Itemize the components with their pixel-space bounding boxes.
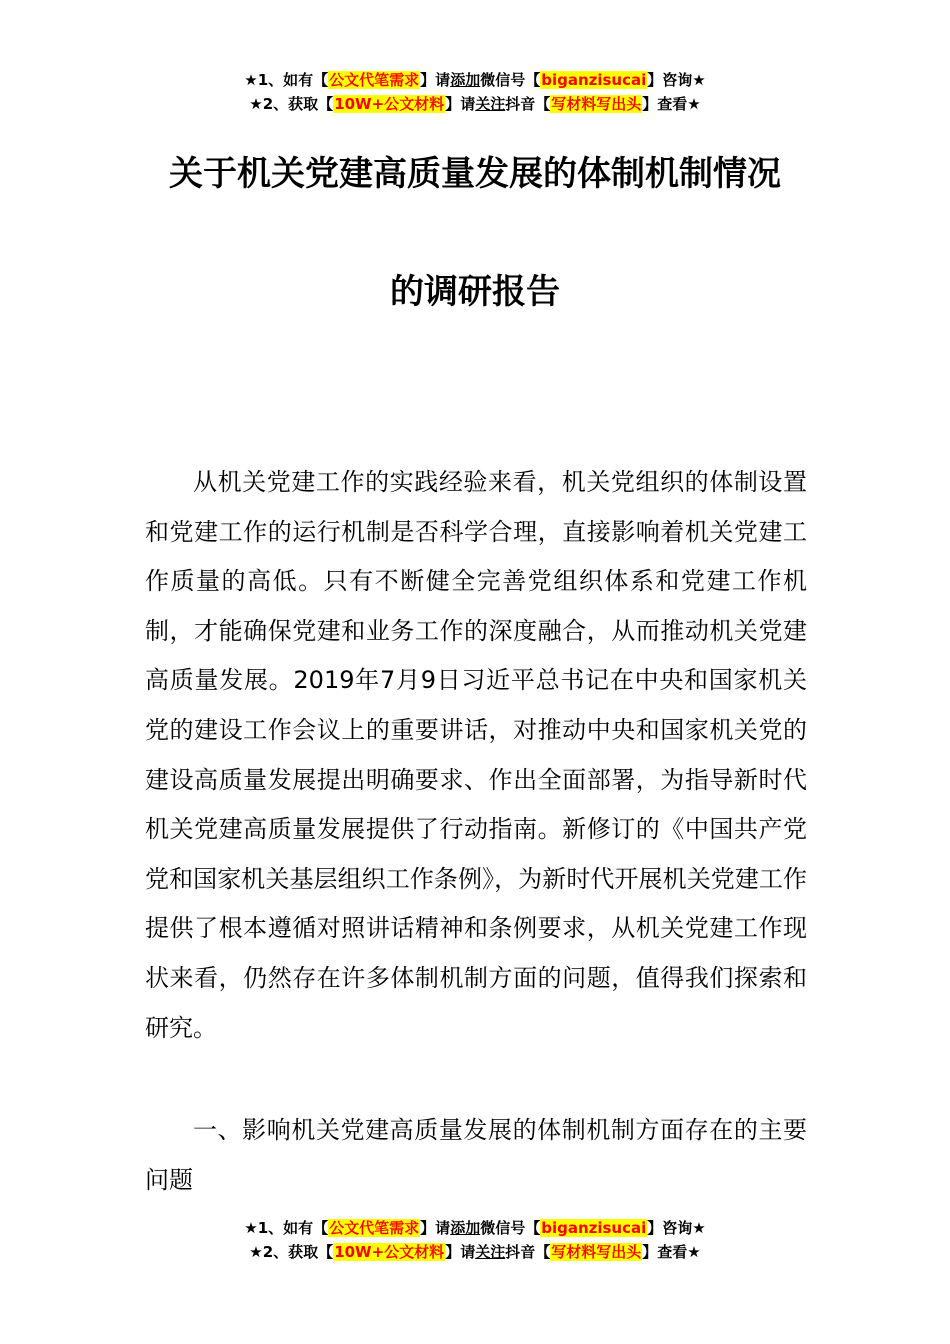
banner-highlight: 10W+公文材料: [334, 1243, 445, 1261]
banner-underline: 关注: [475, 95, 506, 113]
banner-suffix: 】查看★: [642, 1243, 701, 1261]
banner-text: 】请: [420, 71, 451, 89]
banner-text: 】请: [445, 95, 476, 113]
banner-wechat-id: biganzisucai: [541, 71, 647, 89]
banner-douyin-id: 写材料写出头: [551, 95, 642, 113]
banner-prefix: ★2、获取【: [249, 95, 334, 113]
banner-prefix: ★1、如有【: [244, 1219, 329, 1237]
banner-line-1: [0, 1216, 950, 1240]
section-heading-1: 一、影响机关党建高质量发展的体制机制方面存在的主要问题: [145, 1116, 807, 1194]
banner-underline: 关注: [475, 1243, 506, 1261]
banner-text: 】请: [445, 1243, 476, 1261]
banner-line-2: [0, 92, 950, 116]
top-banner: [0, 68, 950, 116]
banner-highlight: 公文代笔需求: [329, 1219, 420, 1237]
bottom-banner: [0, 1216, 950, 1264]
banner-text: 微信号【: [480, 71, 541, 89]
banner-text: 微信号【: [480, 1219, 541, 1237]
banner-text: 抖音【: [505, 1243, 551, 1261]
banner-wechat-id: biganzisucai: [541, 1219, 647, 1237]
banner-text: 抖音【: [505, 95, 551, 113]
banner-prefix: ★2、获取【: [249, 1243, 334, 1261]
document-title-line-2: 的调研报告: [390, 272, 560, 312]
banner-suffix: 】查看★: [642, 95, 701, 113]
banner-prefix: ★1、如有【: [244, 71, 329, 89]
banner-line-2: [0, 1240, 950, 1264]
banner-douyin-id: 写材料写出头: [551, 1243, 642, 1261]
banner-suffix: 】咨询★: [647, 1219, 706, 1237]
banner-text: 】请: [420, 1219, 451, 1237]
banner-underline: 添加: [450, 71, 481, 89]
body-paragraph-1: 从机关党建工作的实践经验来看，机关党组织的体制设置和党建工作的运行机制是否科学合理，直接影响着机关党建工作质量的高低。只有不断健全完善党组织体系和党建工作机制，才能确保党建和业务工作的深度融合，从而推动机关党建高质量发展。2019年7月9日习近平总书记在中央和国家机关党的建设工作会议上的重要讲话，对推动中央和国家机关党的建设高质量发展提出明确要求、作出全面部署，为指导新时代机关党建高质量发展提供了行动指南。新修订的《中国共产党党和国家机关基层组织工作条例》，为新时代开展机关党建工作提供了根本遵循对照讲话精神和条例要求，从机关党建工作现状来看，仍然存在许多体制机制方面的问题，值得我们探索和研究。: [145, 468, 807, 1042]
document-title-line-1: 关于机关党建高质量发展的体制机制情况: [169, 154, 781, 194]
banner-highlight: 公文代笔需求: [329, 71, 420, 89]
banner-line-1: [0, 68, 950, 92]
banner-suffix: 】咨询★: [647, 71, 706, 89]
banner-underline: 添加: [450, 1219, 481, 1237]
banner-highlight: 10W+公文材料: [334, 95, 445, 113]
